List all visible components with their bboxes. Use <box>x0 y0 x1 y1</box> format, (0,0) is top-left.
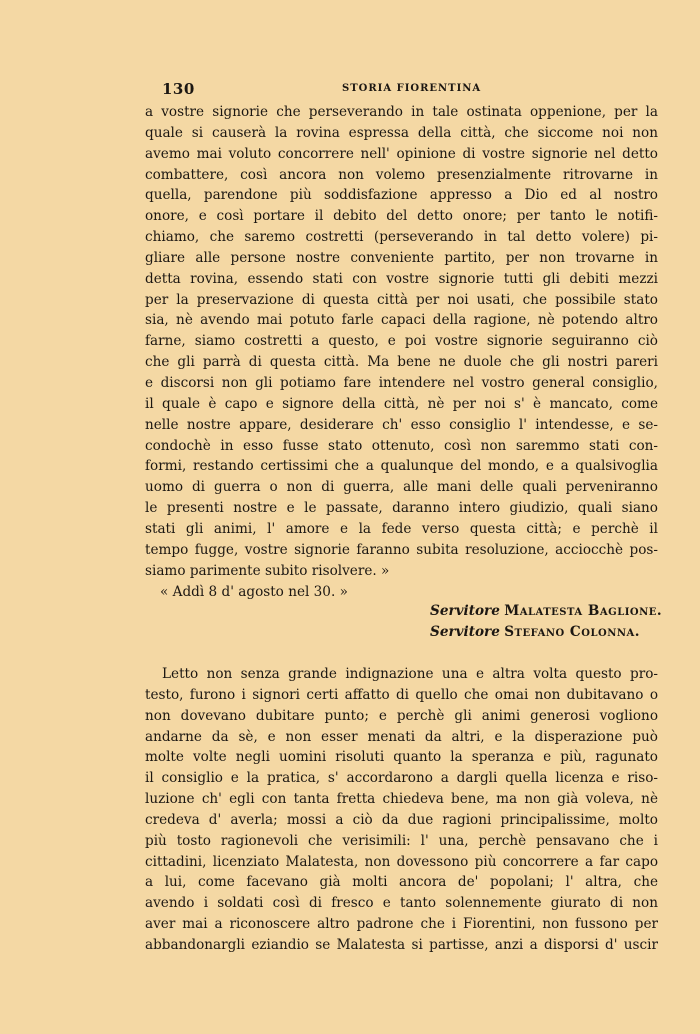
text-line: a vostre signorie che perseverando in tale ostinata oppenione, per la <box>145 104 658 120</box>
text-line: quella, parendone più soddisfazione appresso a Dio ed al nostro <box>145 187 658 204</box>
text-line: detta rovina, essendo stati con vostre signorie tutti gli debiti mezzi <box>145 270 658 287</box>
text-line: che gli parrà di questa città. Ma bene ne duole che gli nostri pareri <box>145 354 658 371</box>
text-line: credeva d' averla; mossi a ciò da due ragioni principalissime, molto <box>145 811 658 828</box>
text-line: stati gli animi, l' amore e la fede verso questa città; e perchè il <box>145 520 658 537</box>
text-line: abbandonargli eziandio se Malatesta si partisse, anzi a disporsi d' uscir <box>145 936 658 953</box>
text-line: a lui, come facevano già molti ancora de' popolani; l' altra, che <box>145 874 658 891</box>
text-line: luzione ch' egli con tanta fretta chiedeva bene, ma non già voleva, nè <box>145 791 658 808</box>
text-line: il consiglio e la pratica, s' accordarono a dargli quella licenza e riso- <box>145 770 658 787</box>
text-line: Letto non senza grande indignazione una e altra volta questo pro- <box>162 666 658 682</box>
signature-role: Servitore <box>430 603 500 619</box>
text-line: tempo fugge, vostre signorie faranno subita resoluzione, acciocchè pos- <box>145 541 658 558</box>
text-line: il quale è capo e signore della città, nè per noi s' è mancato, come <box>145 395 658 412</box>
text-line: siamo parimente subito risolvere. » <box>145 562 390 579</box>
signature-role: Servitore <box>430 624 500 640</box>
text-line: gliare alle persone nostre conveniente partito, per non trovarne in <box>145 249 658 266</box>
text-line: avemo mai voluto concorrere nell' opinione di vostre signorie nel detto <box>145 145 658 162</box>
text-line: le presenti nostre e le passate, daranno intero giudizio, quali siano <box>145 500 658 517</box>
text-line: molte volte negli uomini risoluti quanto la speranza e più, ragunato <box>145 749 658 766</box>
text-line: chiamo, che saremo costretti (perseverando in tal detto volere) pi- <box>145 229 658 246</box>
text-line: aver mai a riconoscere altro padrone che i Fiorentini, non fussono per <box>145 916 658 933</box>
text-line: più tosto ragionevoli che verisimili: l' una, perchè pensavano che i <box>145 832 658 849</box>
text-line: avendo i soldati così di fresco e tanto solennemente giurato di non <box>145 895 658 912</box>
page-header <box>162 80 632 98</box>
letter-paragraph <box>145 102 658 581</box>
text-line: farne, siamo costretti a questo, e poi vostre signorie seguiranno ciò <box>145 333 658 350</box>
signature-line <box>430 601 662 621</box>
text-line: combattere, così ancora non volemo presenzialmente ritrovarne in <box>145 166 658 183</box>
text-line: testo, furono i signori certi affatto di quello che omai non dubitavano o <box>145 686 658 703</box>
text-line: per la preservazione di questa città per noi usati, che possibile stato <box>145 291 658 308</box>
text-line: nelle nostre appare, desiderare ch' esso consiglio l' intendesse, e se- <box>145 416 658 433</box>
signature-name: Malatesta Baglione. <box>504 603 663 619</box>
text-line: onore, e così portare il debito del detto onore; per tanto le notifi- <box>145 208 658 225</box>
text-line: sia, nè avendo mai potuto farle capaci della ragione, nè potendo altro <box>145 312 658 329</box>
text-line: quale si causerà la rovina espressa della città, che siccome noi non <box>145 124 658 141</box>
text-line: condochè in esso fusse stato ottenuto, così non saremmo stati con- <box>145 437 658 454</box>
text-line: andarne da sè, e non esser menati da altri, e la disperazione può <box>145 728 658 745</box>
text-line: cittadini, licenziato Malatesta, non dovessono più concorrere a far capo <box>145 853 658 870</box>
running-title: STORIA FIORENTINA <box>342 83 482 94</box>
signature-line <box>430 622 640 642</box>
text-line: formi, restando certissimi che a qualunque del mondo, e a qualsivoglia <box>145 458 658 475</box>
text-line: uomo di guerra o non di guerra, alle mani delle quali perveniranno <box>145 479 658 496</box>
text-line: non dovevano dubitare punto; e perchè gli animi generosi vogliono <box>145 707 658 724</box>
text-line: e discorsi non gli potiamo fare intendere nel vostro general consiglio, <box>145 374 658 391</box>
signature-name: Stefano Colonna. <box>504 624 640 640</box>
letter-date: « Addì 8 d' agosto nel 30. » <box>160 584 348 600</box>
narrative-paragraph <box>145 664 658 956</box>
page-number: 130 <box>162 80 195 98</box>
